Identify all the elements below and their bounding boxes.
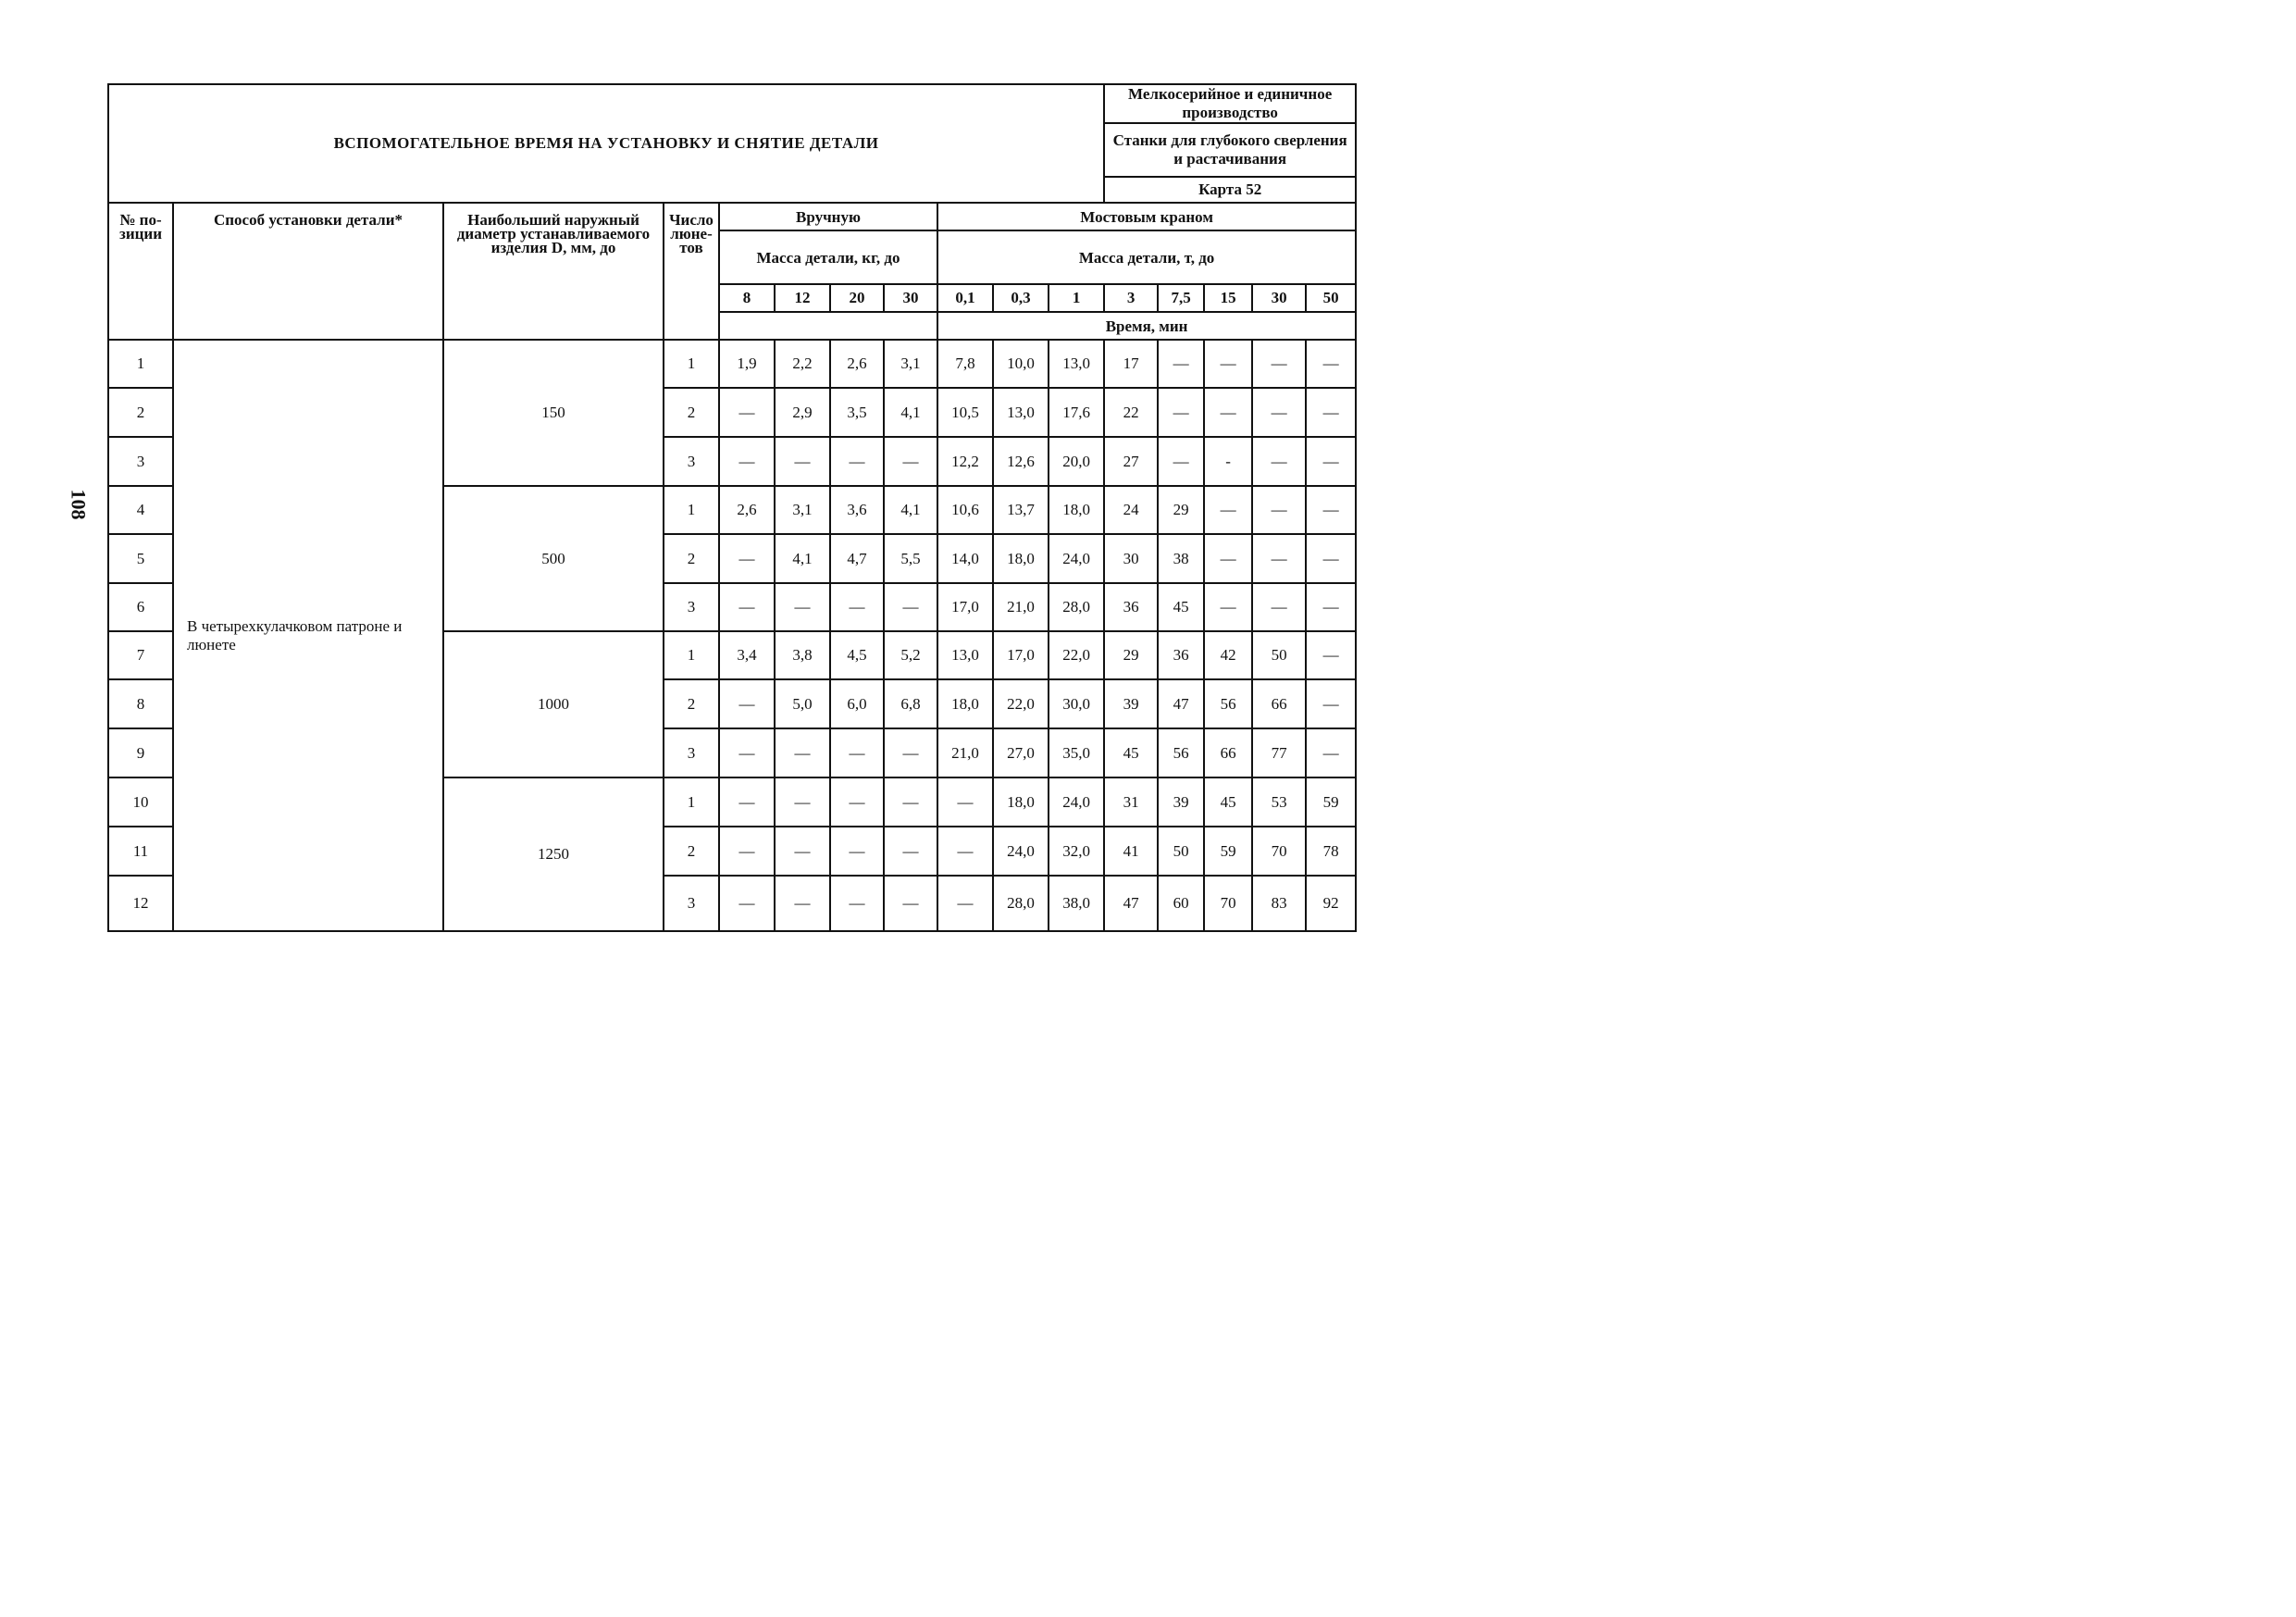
- time-value: 66: [1204, 728, 1252, 777]
- time-value: —: [884, 876, 937, 931]
- time-value: —: [1252, 340, 1306, 388]
- position-number: 7: [108, 631, 173, 679]
- time-value: 21,0: [937, 728, 993, 777]
- time-value: —: [1204, 583, 1252, 631]
- time-value: 6,8: [884, 679, 937, 728]
- time-value: 14,0: [937, 534, 993, 583]
- time-value: —: [719, 583, 775, 631]
- time-value: 10,6: [937, 486, 993, 534]
- time-value: —: [830, 437, 884, 486]
- lunette-count: 3: [664, 728, 719, 777]
- time-value: 4,1: [775, 534, 830, 583]
- time-value: —: [884, 728, 937, 777]
- header-time: Время, мин: [937, 312, 1356, 340]
- position-number: 12: [108, 876, 173, 931]
- time-value: —: [1252, 534, 1306, 583]
- time-value: —: [719, 827, 775, 876]
- header-manual-mass: Масса детали, кг, до: [719, 230, 937, 284]
- position-number: 8: [108, 679, 173, 728]
- time-value: —: [719, 679, 775, 728]
- table-row: [108, 340, 1356, 388]
- time-value: 10,5: [937, 388, 993, 437]
- time-value: 2,2: [775, 340, 830, 388]
- time-value: —: [1158, 437, 1204, 486]
- time-value: 83: [1252, 876, 1306, 931]
- time-value: 5,2: [884, 631, 937, 679]
- time-value: 56: [1204, 679, 1252, 728]
- diameter-value: 150: [443, 340, 664, 486]
- position-number: 6: [108, 583, 173, 631]
- production-type: Мелкосерийное и единичное производство: [1104, 84, 1356, 123]
- time-value: 45: [1104, 728, 1158, 777]
- time-value: 32,0: [1049, 827, 1104, 876]
- time-value: —: [830, 728, 884, 777]
- time-value: 24,0: [993, 827, 1049, 876]
- table-title: ВСПОМОГАТЕЛЬНОЕ ВРЕМЯ НА УСТАНОВКУ И СНЯТИЕ ДЕТАЛИ: [108, 84, 1104, 203]
- mass-col-crane-3: 3: [1104, 284, 1158, 312]
- position-number: 1: [108, 340, 173, 388]
- lunette-count: 1: [664, 631, 719, 679]
- mass-col-crane-4: 7,5: [1158, 284, 1204, 312]
- time-value: 1,9: [719, 340, 775, 388]
- time-value: 3,8: [775, 631, 830, 679]
- time-value: 50: [1158, 827, 1204, 876]
- time-value: 45: [1158, 583, 1204, 631]
- time-value: -: [1204, 437, 1252, 486]
- machine-type: Станки для глубокого сверления и растачивания: [1104, 123, 1356, 177]
- mass-col-crane-7: 50: [1306, 284, 1356, 312]
- position-number: 11: [108, 827, 173, 876]
- time-value: 18,0: [993, 777, 1049, 827]
- time-value: 3,1: [884, 340, 937, 388]
- time-value: —: [1306, 583, 1356, 631]
- time-value: 4,5: [830, 631, 884, 679]
- time-value: 13,0: [1049, 340, 1104, 388]
- time-value: 18,0: [1049, 486, 1104, 534]
- time-value: —: [884, 583, 937, 631]
- time-value: 3,1: [775, 486, 830, 534]
- time-value: 53: [1252, 777, 1306, 827]
- time-value: —: [830, 583, 884, 631]
- time-value: —: [1252, 486, 1306, 534]
- position-number: 10: [108, 777, 173, 827]
- time-value: 60: [1158, 876, 1204, 931]
- time-value: 29: [1158, 486, 1204, 534]
- time-value: —: [1204, 388, 1252, 437]
- time-value: —: [719, 876, 775, 931]
- time-value: —: [775, 777, 830, 827]
- time-value: 7,8: [937, 340, 993, 388]
- time-value: —: [1306, 340, 1356, 388]
- time-value: 47: [1158, 679, 1204, 728]
- time-value: 39: [1158, 777, 1204, 827]
- time-value: —: [1306, 437, 1356, 486]
- mass-col-crane-5: 15: [1204, 284, 1252, 312]
- time-value: 31: [1104, 777, 1158, 827]
- time-value: 56: [1158, 728, 1204, 777]
- lunette-count: 1: [664, 340, 719, 388]
- time-value: 29: [1104, 631, 1158, 679]
- position-number: 4: [108, 486, 173, 534]
- time-value: 2,6: [830, 340, 884, 388]
- time-value: —: [719, 777, 775, 827]
- time-value: 36: [1104, 583, 1158, 631]
- time-value: 70: [1252, 827, 1306, 876]
- time-value: —: [775, 583, 830, 631]
- time-value: —: [1204, 340, 1252, 388]
- header-diameter: Наибольший наружный диаметр устанавливаемого изделия D, мм, до: [443, 203, 664, 340]
- time-value: 13,7: [993, 486, 1049, 534]
- mass-col-manual-3: 30: [884, 284, 937, 312]
- time-value: 92: [1306, 876, 1356, 931]
- time-value: 77: [1252, 728, 1306, 777]
- time-value: 39: [1104, 679, 1158, 728]
- lunette-count: 2: [664, 827, 719, 876]
- time-value: —: [719, 534, 775, 583]
- diameter-value: 500: [443, 486, 664, 631]
- time-value: 30: [1104, 534, 1158, 583]
- header-method: Способ установки детали*: [173, 203, 443, 340]
- time-value: —: [937, 876, 993, 931]
- time-value: 17,6: [1049, 388, 1104, 437]
- time-value: 42: [1204, 631, 1252, 679]
- diameter-value: 1000: [443, 631, 664, 777]
- lunette-count: 2: [664, 534, 719, 583]
- time-value: 38,0: [1049, 876, 1104, 931]
- time-value: —: [1306, 534, 1356, 583]
- mass-col-crane-6: 30: [1252, 284, 1306, 312]
- time-value: —: [1252, 583, 1306, 631]
- lunette-count: 3: [664, 437, 719, 486]
- mass-col-crane-2: 1: [1049, 284, 1104, 312]
- card-number: Карта 52: [1104, 177, 1356, 203]
- time-value: 27,0: [993, 728, 1049, 777]
- time-value: 59: [1306, 777, 1356, 827]
- time-value: 59: [1204, 827, 1252, 876]
- time-value: 36: [1158, 631, 1204, 679]
- lunette-count: 3: [664, 583, 719, 631]
- time-value: 50: [1252, 631, 1306, 679]
- time-value: 22,0: [993, 679, 1049, 728]
- position-number: 9: [108, 728, 173, 777]
- installation-method: В четырехкулачковом патроне и люнете: [173, 340, 443, 931]
- time-value: 4,1: [884, 486, 937, 534]
- header-lunettes: Число люне-тов: [664, 203, 719, 340]
- time-value: 38: [1158, 534, 1204, 583]
- time-value: 4,7: [830, 534, 884, 583]
- time-value: 5,5: [884, 534, 937, 583]
- time-value: —: [830, 777, 884, 827]
- time-value: —: [775, 728, 830, 777]
- header-position-number: № по-зиции: [108, 203, 173, 340]
- time-value: —: [1252, 437, 1306, 486]
- time-value: 24: [1104, 486, 1158, 534]
- time-norms-table: [107, 83, 1357, 932]
- time-value: —: [1306, 486, 1356, 534]
- time-value: 21,0: [993, 583, 1049, 631]
- mass-col-crane-0: 0,1: [937, 284, 993, 312]
- time-value: 22,0: [1049, 631, 1104, 679]
- time-value: 3,4: [719, 631, 775, 679]
- time-value: —: [1158, 388, 1204, 437]
- mass-col-crane-1: 0,3: [993, 284, 1049, 312]
- header-crane-mass: Масса детали, т, до: [937, 230, 1356, 284]
- time-value: 12,6: [993, 437, 1049, 486]
- time-value: —: [775, 876, 830, 931]
- time-value: —: [775, 437, 830, 486]
- time-value: 6,0: [830, 679, 884, 728]
- time-value: 66: [1252, 679, 1306, 728]
- time-value: 24,0: [1049, 534, 1104, 583]
- time-value: 78: [1306, 827, 1356, 876]
- time-value: 45: [1204, 777, 1252, 827]
- time-value: 28,0: [1049, 583, 1104, 631]
- time-value: 20,0: [1049, 437, 1104, 486]
- time-value: —: [884, 777, 937, 827]
- mass-col-manual-1: 12: [775, 284, 830, 312]
- time-value: —: [937, 777, 993, 827]
- time-value: —: [719, 388, 775, 437]
- time-value: 3,6: [830, 486, 884, 534]
- time-value: —: [830, 827, 884, 876]
- time-value: 41: [1104, 827, 1158, 876]
- time-value: 17: [1104, 340, 1158, 388]
- time-value: —: [830, 876, 884, 931]
- time-value: —: [719, 728, 775, 777]
- time-value: 30,0: [1049, 679, 1104, 728]
- time-value: —: [1306, 631, 1356, 679]
- lunette-count: 2: [664, 679, 719, 728]
- time-value: 18,0: [937, 679, 993, 728]
- time-value: —: [775, 827, 830, 876]
- time-value: 18,0: [993, 534, 1049, 583]
- time-value: 4,1: [884, 388, 937, 437]
- time-value: —: [1306, 388, 1356, 437]
- time-value: 47: [1104, 876, 1158, 931]
- time-value: 27: [1104, 437, 1158, 486]
- position-number: 5: [108, 534, 173, 583]
- time-value: —: [1306, 679, 1356, 728]
- time-value: —: [884, 827, 937, 876]
- time-value: 70: [1204, 876, 1252, 931]
- time-value: 13,0: [937, 631, 993, 679]
- time-value: 17,0: [937, 583, 993, 631]
- time-value: 35,0: [1049, 728, 1104, 777]
- position-number: 2: [108, 388, 173, 437]
- mass-col-manual-0: 8: [719, 284, 775, 312]
- lunette-count: 2: [664, 388, 719, 437]
- time-value: 17,0: [993, 631, 1049, 679]
- time-value: 10,0: [993, 340, 1049, 388]
- time-value: —: [1204, 534, 1252, 583]
- time-value: 12,2: [937, 437, 993, 486]
- time-value: 2,6: [719, 486, 775, 534]
- time-value: —: [884, 437, 937, 486]
- lunette-count: 1: [664, 777, 719, 827]
- time-value: —: [1204, 486, 1252, 534]
- header-crane: Мостовым краном: [937, 203, 1356, 230]
- diameter-value: 1250: [443, 777, 664, 931]
- page-number: 108: [67, 489, 91, 520]
- lunette-count: 3: [664, 876, 719, 931]
- time-value: 3,5: [830, 388, 884, 437]
- lunette-count: 1: [664, 486, 719, 534]
- time-value: 2,9: [775, 388, 830, 437]
- time-value: —: [719, 437, 775, 486]
- time-value: 28,0: [993, 876, 1049, 931]
- time-value: 22: [1104, 388, 1158, 437]
- time-value: 13,0: [993, 388, 1049, 437]
- time-value: 24,0: [1049, 777, 1104, 827]
- header-manual: Вручную: [719, 203, 937, 230]
- time-value: 5,0: [775, 679, 830, 728]
- mass-col-manual-2: 20: [830, 284, 884, 312]
- time-value: —: [1158, 340, 1204, 388]
- time-value: —: [937, 827, 993, 876]
- position-number: 3: [108, 437, 173, 486]
- time-header-blank: [719, 312, 937, 340]
- time-value: —: [1306, 728, 1356, 777]
- time-value: —: [1252, 388, 1306, 437]
